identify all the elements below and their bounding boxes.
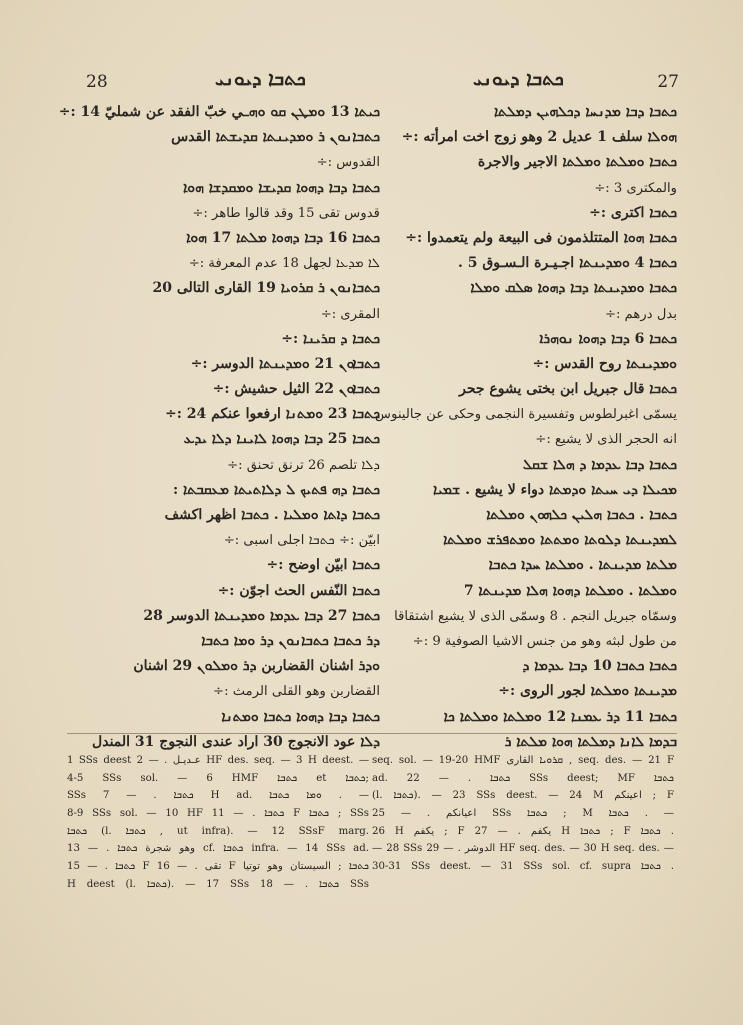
left-column-line: ܟܬܒܐ ܕܗ ܦܬܝܟ ܠ ܕܠܐܬܝܬܐ ܡܥܩܒܬܐ : [172,481,380,498]
page-number-left: 28 [86,72,108,92]
footnote-left-line: ܟܬܒܐ . — 15 F تقى . — 16 F ܟܬܒܐ ; السيستان وهو توتيا [67,861,370,873]
right-column-line: ܟܬܒܐ 6 ܕܒܐ ܕܗܘܐ ܢܘܗܪܐ [539,330,677,347]
footnotes-left [67,752,369,894]
left-column-line: ܟܬܒܐ ابيّن اوضح :÷ [266,557,380,574]
right-column-line: ܗܘܠܐ سلف 1 عديل 2 وهو زوج اخت امرأته :÷ [401,129,677,146]
footnotes-right [372,752,674,876]
right-column-line: ܟܬܒܐ 4 ܘܡܕܝܢܬܐ اجـيـرة الـسـوق 5 . [457,255,677,272]
left-column-line: القدوس :÷ [316,155,380,171]
left-column-line: ܘܕܪ اشنان القضاربن ܕܪ ܘܡܠܘܢ 29 اشنان [133,658,380,675]
left-column-line: ܟܬܒܐ ܕܒܐ ܕܗܘܐ ܩܕܝܫܐ ܘܡܩܕܫܐ ܗܘܐ [183,179,380,196]
left-column-line: ܕܪ ܟܬܒܐ ܟܬܒܐܢܘܢ ܕܪ ܘܡܐ ܟܬܒܐ [201,632,380,649]
left-column-line: ابيّن :÷ ܟܬܒܐ اجلى اسبى :÷ [223,533,380,549]
running-title-left: ܟܬܒܐ ܕܝܘܢܝ [215,68,306,90]
left-column-line: المقرى :÷ [320,306,380,322]
page-number-right: 27 [657,72,679,92]
text-column-left [58,100,380,755]
left-column-line: ܟܬܒܐ 25 ܕܒܐ ܕܗܘܐ ܠܐܝܢܐ ܕܠܐ ܝܕܥ [183,431,380,448]
footnote-left-line: 8-9 SSs sol. — 10 HF ܟܬܒܐ . — 11 F ܟܬܒܐ ; SSs [67,808,370,820]
left-column-line: ܟܬܒܐ ܕ ܩܪܝܢܐ :÷ [281,330,380,347]
right-column-line: ܟܬܒܐ 11 ܕܪ ܥܡܢܐ 12 ܘܡܠܬܐ ܘܡܠܬܐ ܟܐ [443,708,677,725]
left-column-line: ܟܬܒܐܢܘܢ ܪ ܩܪܘܝܐ 19 القارى التالى 20 [152,280,380,297]
footnote-left-line: H deest (l. ܟܬܒܐ). — 17 SSs ܟܬܒܐ . — 18 SSs [67,878,370,890]
footnote-right-line: اعيانكم . — 25 SSs ܟܬܒܐ ; M ܟܬܒܐ . — [372,808,674,820]
right-column-line: من طول لبثه وهو من جنس الاشيا الصوفية 9 :÷ [412,633,677,649]
right-column-line: ܟܬܒܐ ܕܒܐ ܡܕܢܚܐ ܕܟܠܗܝܢ ܕܡܠܬܐ [493,104,677,120]
left-column-line: ܟܝܬܐ 13 ܘܡܛܢ ܩܘ ܘܗـي خبّ الفقد عن شمليّ 14 :÷ [58,104,380,120]
footnote-right-line: seq. sol. — 19-20 HMF ܩܪܘܝܐ القارى , seq. des. — 21 F [372,755,675,766]
left-column-line: ܟܬܒܐ 27 ܕܒܐ ܥܕܡܐ ܘܡܕܝܢܬܐ الدوسر 28 [143,607,380,624]
left-column-line: ܟܬܒܐ النّفس الحث اجوّن :÷ [217,582,380,599]
right-column-line: ܟܬܒܐ . ܟܬܒܐ ܗܠܝܢ ܟܠܗܘܢ ܘܡܠܬܐ [486,507,677,523]
right-column-line: يسمّى اغبرلطوس وتفسيرة النجمى وحكى عن جالينوس [375,407,677,423]
footnote-right-line: 26 H يكفم ; F يكفم . — 27 H ܟܬܒܐ ; F ܟܬܒܐ . [372,825,674,837]
right-column-line: ܡܠܬܐ ܡܕܝܢܬܐ . ܘܡܠܬܐ ܚܕܐ ܟܬܒܐ [488,557,677,574]
right-column-line: ܘܡܠܬܐ . ܘܡܠܬܐ ܕܗܘܐ ܗܠܐ ܡܕܝܢܬܐ 7 [463,582,677,599]
left-column-line: ܟܬܒܐ ܕܐܬܐ ܘܡܠܝܐ . ܟܬܒܐ اظهر اكشف [164,507,380,523]
running-header [0,68,743,98]
right-column-line: بدل درهم :÷ [604,306,677,322]
footnote-left-line: SSs ܟܬܒܐ . — 7 H ad. ܘܡܐ ܟܬܒܐ . — [67,790,370,802]
left-column-line: ܕܠܐ تلصم 26 ترنق تحنق :÷ [227,457,380,473]
footnote-right-line: 30-31 SSs deest. — 31 SSs sol. cf. supra ܟܬܒܐ . [372,861,674,873]
right-column-line: ܡܕܝܢܬܐ ܘܡܠܬܐ لجور الروى :÷ [498,683,677,700]
footnote-rule [67,733,677,734]
right-column-line: ܟܬܒܐ ܕܒܐ ܥܕܡܐ ܕ ܗܠܐ ܫܩܠ [522,456,677,473]
right-column-line: ܟܬܒܐ ܗܘܐ المتتلذمون فى البيعة ولم يتعمدوا :÷ [405,229,677,246]
footnote-left-line: ܟܬܒܐ (l. ܟܬܒܐ , ut infra). — 12 SSsF marg. [67,825,369,837]
right-column-line: ܟܬܒܐ ܘܡܠܬܐ ܘܡܠܬܐ الاجير والاجرة [477,154,677,171]
right-column-line: ܘܡܕܝܢܬܐ روح القدس :÷ [532,355,677,372]
footnote-left-line: 4-5 SSs sol. — 6 HMF ܟܬܒܐ et ܟܬܒܐ; [67,772,369,784]
right-column-line: ܡܟܝܠܐ ܕܝ ܚܝܬܐ ܘܕܡܬܐ دواء لا يشيع . ܫܡܝܐ [433,481,677,498]
right-column-line: ܟܬܒܐ اكترى :÷ [589,204,677,221]
right-column-line: ܟܬܒܐ قال جبريل ابن بختى يشوع جحر [459,381,677,398]
right-column-line: ܠܡܕܝܢܬܐ ܕܠܘܬܐ ܘܡܬܬܐ ܘܡܬܦܪܫ ܘܡܠܬܐ [443,532,677,549]
footnote-left-line: 1 SSs deest عـديـل . — 2 HF des. seq. — 3 H deest. — [67,755,370,766]
right-column-line: ܟܬܒܐ ܘܡܕܝܢܬܐ ܕܒܐ ܕܗܘܐ ܣܠܩ ܘܡܠܐ [470,280,677,297]
left-column-line: ܟܬܒܐ ܕܒܐ ܕܗܘܐ ܟܬܒܐ ܘܡܬܢܐ [221,708,380,725]
footnote-right-line: — 28 SSs الدوشر . — 29 HF seq. des. — 30 H seq. des. — [372,843,674,855]
left-column-line: قدوس تقى 15 وقد قالوا طاهر :÷ [192,205,380,221]
left-column-line: ܟܬܒܐ 23 ܘܡܬܢܐ ارفعوا عنكم 24 :÷ [164,406,380,423]
left-column-line: ܟܬܒܐܘܢ 22 الثيل حشيش :÷ [212,381,380,398]
left-column-line: ܕܠܐ عود الانجوج 30 اراد عندى النجوج 31 المندل [92,733,380,750]
running-title-right: ܟܬܒܐ ܕܝܘܢܝ [473,68,564,90]
right-column-line: ܒܕܡܐ ܠܐܢܐ ܕܡܠܬܐ ܗܘܐ ܡܠܬܐ ܪ [504,733,677,750]
footnote-left-line: وهو شجرة ܟܬܒܐ . — 13 cf. ܟܬܒܐ infra. — 14 SSs ad. [67,843,369,855]
left-column-line: القضاربن وهو القلى الرمث :÷ [213,684,380,700]
left-column-line: ܠܐ ܡܕܥܐ لجهل 18 عدم المعرفة :÷ [188,256,380,272]
right-column-line: ܟܬܒܐ ܟܬܒܐ 10 ܕܒܐ ܥܕܡܐ ܕ [522,658,677,675]
right-column-line: انه الحجر الذى لا يشيع :÷ [535,432,677,448]
footnote-right-line: ad. ܟܬܒܐ . — 22 SSs deest; MF ܟܬܒܐ [372,772,675,784]
left-column-line: ܟܬܒܐܢܘܢ ܪ ܘܡܕܝܢܬܐ ܩܕܝܫܬܐ القدس [171,129,380,146]
text-column-right [364,100,677,755]
left-column-line: ܟܬܒܐܘܢ 21 ܘܡܕܝܢܬܐ الدوسر :÷ [190,355,380,372]
footnote-right-line: (l. ܟܬܒܐ). — 23 SSs deest. — 24 M اعينكم ; F [372,790,674,802]
right-column-line: وسمّاه جبريل النجم . 8 وسمّى الذى لا يشيع اشتقاقا [394,608,677,624]
left-column-line: ܟܬܒܐ 16 ܕܒܐ ܕܗܘܐ ܡܠܬܐ 17 ܗܘܐ [186,229,380,246]
right-column-line: والمكترى 3 :÷ [594,180,677,196]
